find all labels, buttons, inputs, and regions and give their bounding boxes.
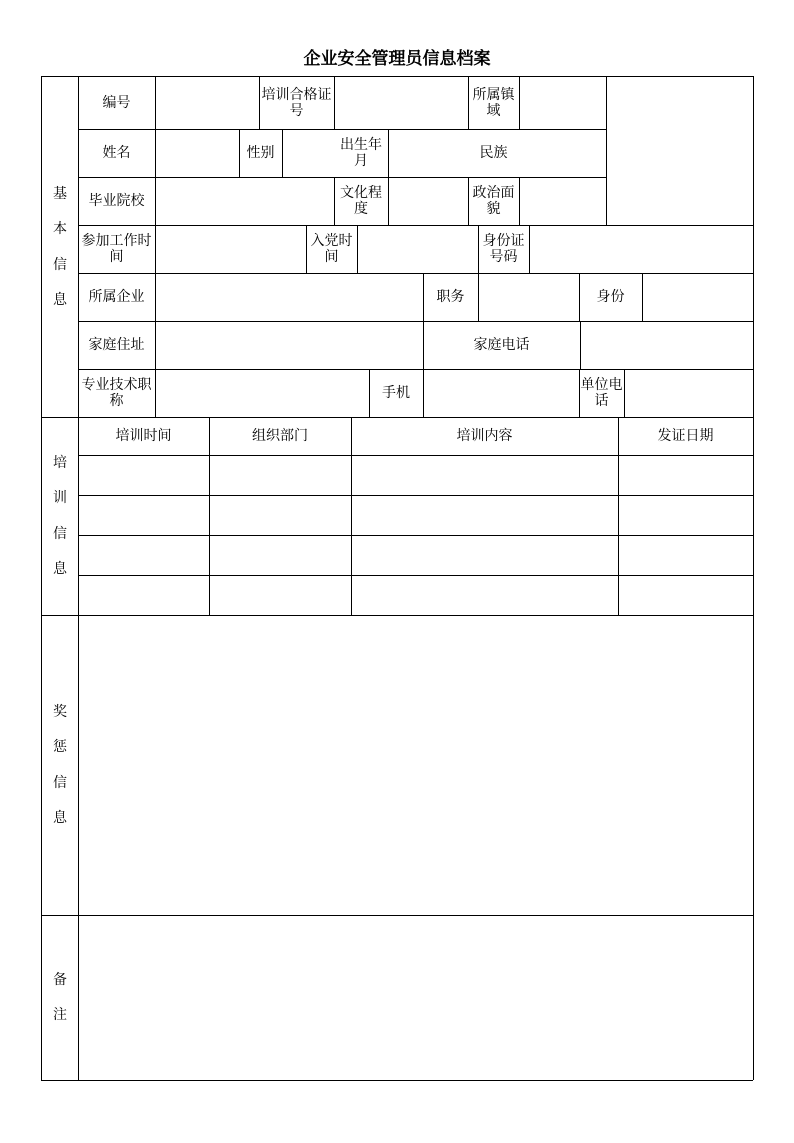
grid-line: [529, 225, 530, 273]
grid-line: [624, 369, 625, 417]
grid-line: [155, 77, 156, 129]
grid-line: [423, 369, 424, 417]
grid-line: [78, 321, 753, 322]
label-home_address: 家庭住址: [88, 336, 145, 353]
grid-line: [42, 615, 753, 616]
label-company: 所属企业: [88, 288, 145, 305]
grid-line: [334, 77, 335, 129]
label-basic: 基 本 信 息: [53, 186, 67, 308]
grid-line: [78, 455, 753, 456]
grid-line: [357, 225, 358, 273]
grid-line: [606, 77, 607, 225]
grid-line: [78, 495, 753, 496]
grid-line: [642, 273, 643, 321]
label-party_join: 入党时间: [310, 232, 353, 265]
label-home_phone: 家庭电话: [473, 336, 530, 353]
label-work_phone: 单位电话: [580, 376, 623, 409]
grid-line: [519, 77, 520, 129]
label-remarks: 备 注: [53, 971, 67, 1023]
form-title: 企业安全管理员信息档案: [303, 49, 491, 69]
label-work_start: 参加工作时间: [81, 232, 152, 265]
label-education: 文化程度: [340, 184, 382, 217]
grid-line: [78, 575, 753, 576]
label-0: 培训时间: [115, 427, 172, 444]
grid-line: [78, 535, 753, 536]
label-ethnicity: 民族: [479, 144, 508, 161]
grid-line: [155, 321, 156, 369]
grid-line: [580, 321, 581, 369]
grid-line: [753, 77, 754, 1080]
label-name: 姓名: [102, 144, 131, 161]
label-position: 职务: [436, 288, 465, 305]
label-professional_title: 专业技术职称: [81, 376, 152, 409]
label-1: 组织部门: [252, 427, 308, 444]
label-political_status: 政治面貌: [472, 184, 515, 217]
grid-line: [519, 177, 520, 225]
label-rewards: 奖 惩 信 息: [53, 704, 67, 826]
archive-form: [41, 76, 754, 1081]
label-id_number: 身份证号码: [482, 232, 525, 265]
label-identity: 身份: [596, 288, 625, 305]
label-training: 培 训 信 息: [53, 455, 67, 577]
grid-line: [42, 1080, 753, 1081]
grid-line: [282, 129, 283, 177]
grid-line: [78, 273, 753, 274]
label-2: 培训内容: [456, 427, 513, 444]
grid-line: [78, 225, 753, 226]
label-training_cert_no: 培训合格证号: [261, 86, 332, 119]
label-graduated_from: 毕业院校: [88, 192, 145, 209]
label-town: 所属镇域: [472, 86, 515, 119]
grid-line: [42, 915, 753, 916]
label-birth_date: 出生年月: [340, 136, 382, 169]
label-gender: 性别: [246, 144, 275, 161]
label-mobile: 手机: [382, 384, 410, 401]
grid-line: [478, 273, 479, 321]
label-3: 发证日期: [657, 427, 714, 444]
label-serial_no: 编号: [102, 94, 131, 111]
